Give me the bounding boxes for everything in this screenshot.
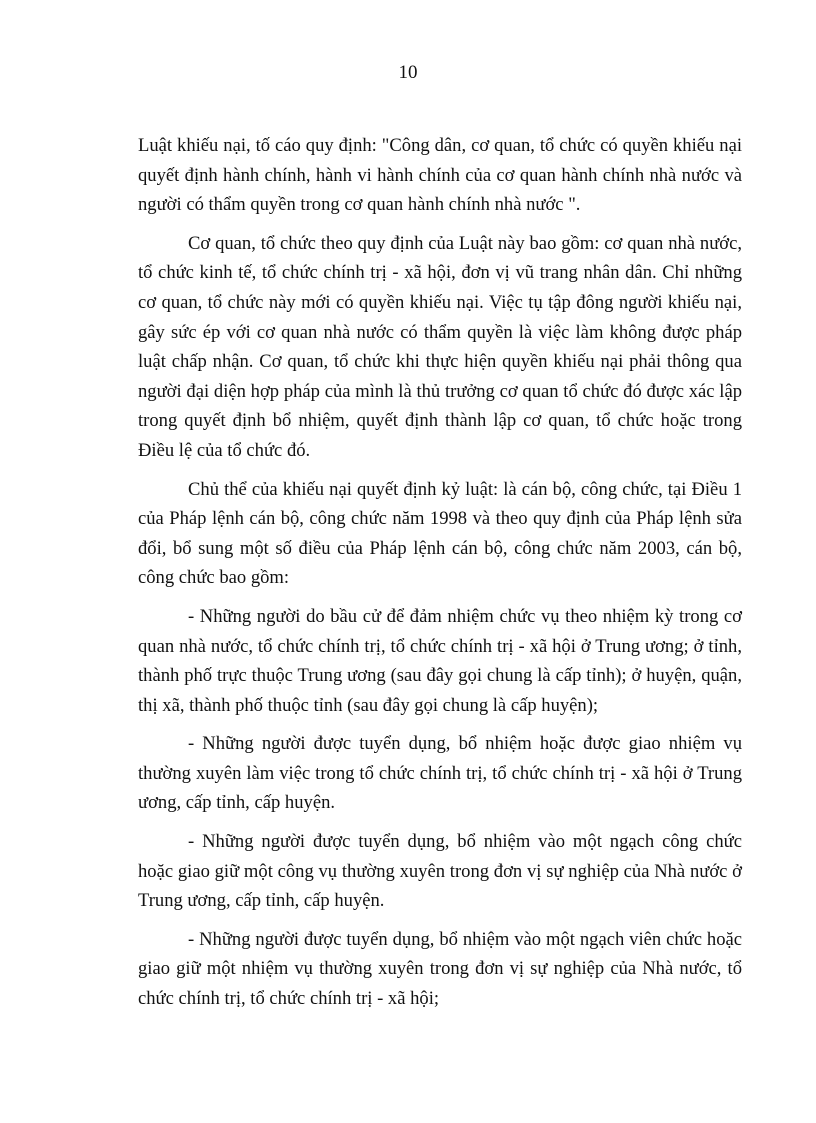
paragraph-agencies-organizations: Cơ quan, tổ chức theo quy định của Luật này bao gồm: cơ quan nhà nước, tổ chức kinh tế, tổ chức chính trị - xã hội, đơn vị vũ trang nhân dân. Chỉ những cơ quan, tổ chức này mới có quyền khiếu nại. Việc tụ tập đông người khiếu nại, gây sức ép với cơ quan nhà nước có thẩm quyền là việc làm không được pháp luật chấp nhận. Cơ quan, tổ chức khi thực hiện quyền khiếu nại phải thông qua người đại diện hợp pháp của mình là thủ trưởng cơ quan tổ chức đó được xác lập trong quyết định bổ nhiệm, quyết định thành lập cơ quan, tổ chức hoặc trong Điều lệ của tổ chức đó. xyxy=(138,232,742,461)
page-number: 10 xyxy=(398,62,418,83)
paragraph-disciplinary-subject: Chủ thể của khiếu nại quyết định kỷ luật: là cán bộ, công chức, tại Điều 1 của Pháp lệnh cán bộ, công chức năm 1998 và theo quy định của Pháp lệnh sửa đổi, bổ sung một số điều của Pháp lệnh cán bộ, công chức năm 2003, cán bộ, công chức bao gồm: xyxy=(138,478,742,589)
document-body xyxy=(138,131,742,1023)
list-item-civil-servants: - Những người được tuyển dụng, bổ nhiệm vào một ngạch công chức hoặc giao giữ một công vụ thường xuyên trong đơn vị sự nghiệp của Nhà nước ở Trung ương, cấp tỉnh, cấp huyện. xyxy=(138,831,742,912)
list-item-elected-officials: - Những người do bầu cử để đảm nhiệm chức vụ theo nhiệm kỳ trong cơ quan nhà nước, tổ chức chính trị, tổ chức chính trị - xã hội ở Trung ương; ở tỉnh, thành phố trực thuộc Trung ương (sau đây gọi chung là cấp tỉnh); ở huyện, quận, thị xã, thành phố thuộc tỉnh (sau đây gọi chung là cấp huyện); xyxy=(138,605,742,716)
paragraph-law-quote: Luật khiếu nại, tố cáo quy định: "Công dân, cơ quan, tổ chức có quyền khiếu nại quyết định hành chính, hành vi hành chính của cơ quan hành chính nhà nước và người có thẩm quyền trong cơ quan hành chính nhà nước ". xyxy=(138,135,742,216)
list-item-public-employees: - Những người được tuyển dụng, bổ nhiệm vào một ngạch viên chức hoặc giao giữ một nhiệm vụ thường xuyên trong đơn vị sự nghiệp của Nhà nước, tổ chức chính trị, tổ chức chính trị - xã hội; xyxy=(138,928,742,1010)
list-item-political-organization-staff: - Những người được tuyển dụng, bổ nhiệm hoặc được giao nhiệm vụ thường xuyên làm việc trong tổ chức chính trị, tổ chức chính trị - xã hội ở Trung ương, cấp tỉnh, cấp huyện. xyxy=(138,733,742,814)
